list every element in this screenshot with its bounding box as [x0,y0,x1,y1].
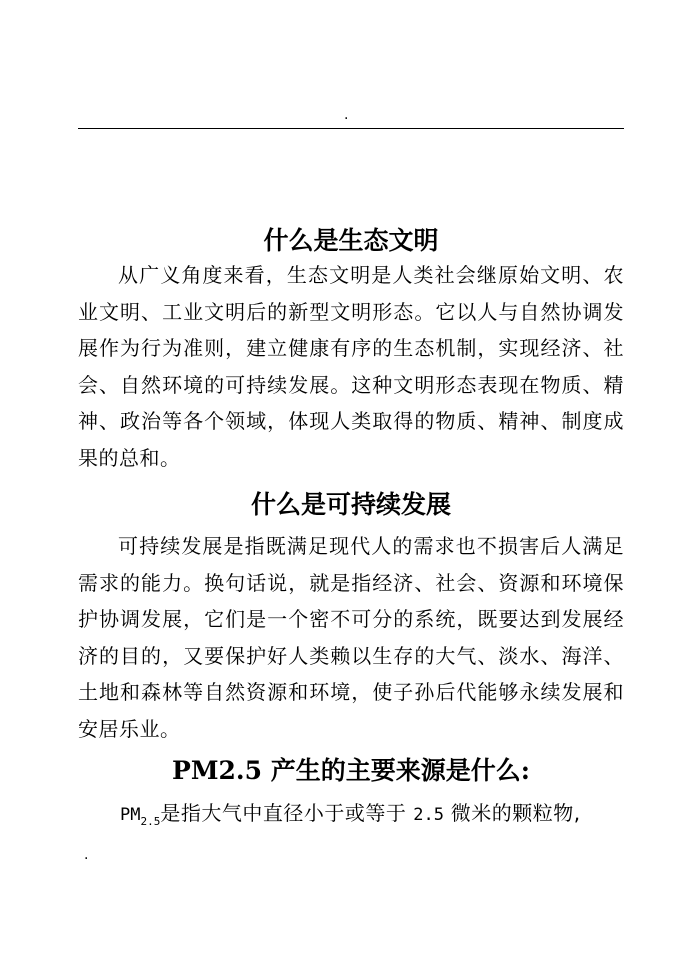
header-rule [78,128,624,129]
section-heading-pm25-sources: PM2.5 产生的主要来源是什么: [172,756,530,785]
section-body-pm25 [78,795,624,841]
pm-text-before-number: 是指大气中直径小于或等于 [160,801,407,825]
section-body-ecological-civilization: 从广义角度来看，生态文明是人类社会继原始文明、农业文明、工业文明后的新型文明形态。它以人与自然协调发展作为行为准则，建立健康有序的生态机制，实现经济、社会、自然环境的可持续发展。这种文明形态表现在物质、精神、政治等各个领域，体现人类取得的物质、精神、制度成果的总和。 [78,263,624,470]
pm-term: PM [120,805,141,825]
pm-number: 2.5 [413,805,444,825]
header-mark: . [344,107,349,123]
pm-subscript: 2.5 [140,815,161,828]
pm-text-after-number: 微米的颗粒物, [450,801,581,825]
footer-mark: . [84,847,89,863]
section-heading-ecological-civilization: 什么是生态文明 [263,226,439,255]
section-heading-sustainable-development: 什么是可持续发展 [250,490,451,519]
section-body-sustainable-development: 可持续发展是指既满足现代人的需求也不损害后人满足需求的能力。换句话说，就是指经济、社会、资源和环境保护协调发展，它们是一个密不可分的系统，既要达到发展经济的目的，又要保护好人类赖以生存的大气、淡水、海洋、土地和森林等自然资源和环境，使子孙后代能够永续发展和安居乐业。 [78,534,624,741]
